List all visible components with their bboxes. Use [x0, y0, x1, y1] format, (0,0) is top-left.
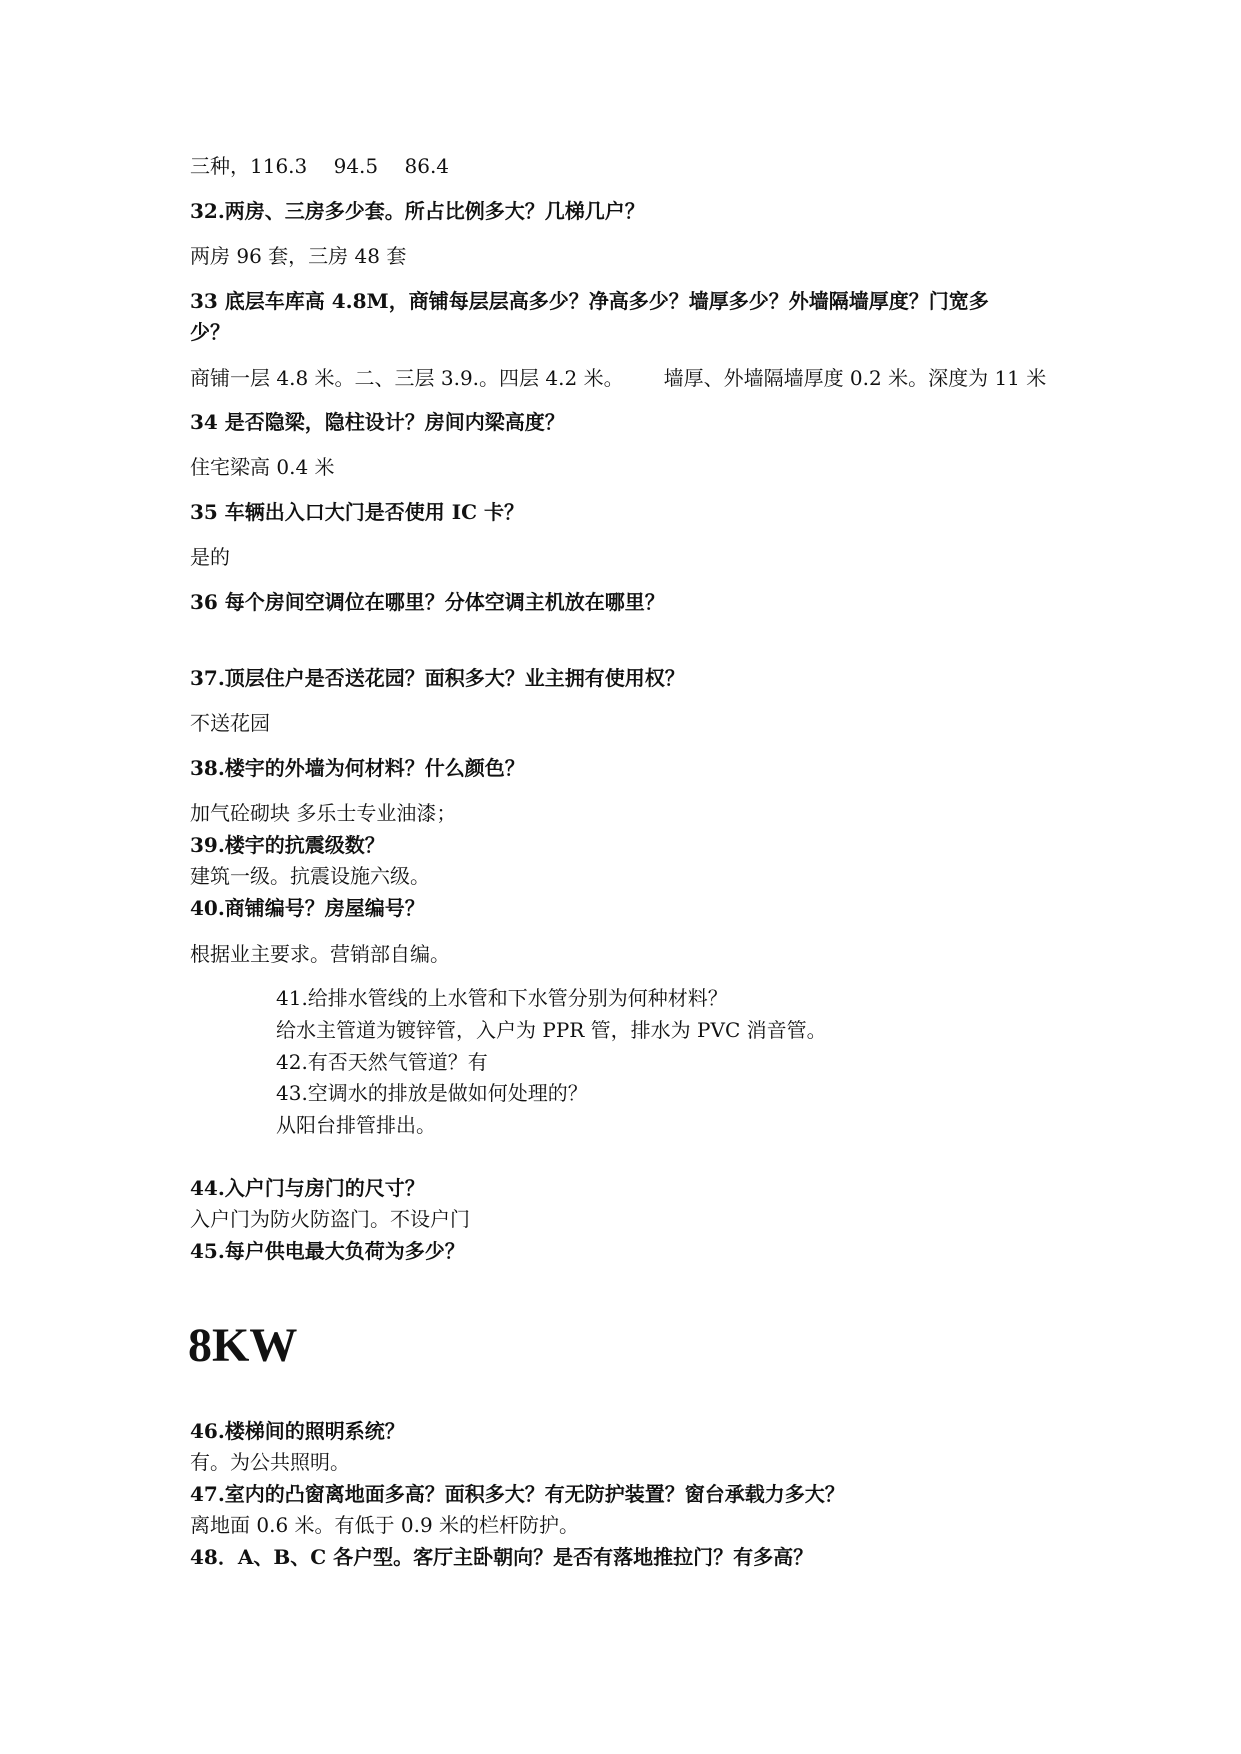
answer-32: 两房 96 套，三房 48 套	[190, 244, 407, 268]
answer-46: 有。为公共照明。	[190, 1450, 350, 1474]
answer-39: 建筑一级。抗震设施六级。	[190, 864, 430, 888]
answer-45-large: 8KW	[188, 1319, 298, 1372]
question-44: 44.入户门与房门的尺寸？	[190, 1176, 425, 1200]
question-47: 47.室内的凸窗离地面多高？面积多大？有无防护装置？窗台承载力多大？	[190, 1482, 845, 1506]
question-45: 45.每户供电最大负荷为多少？	[190, 1239, 465, 1263]
answer-47: 离地面 0.6 米。有低于 0.9 米的栏杆防护。	[190, 1513, 580, 1537]
question-48: 48．A、B、C 各户型。客厅主卧朝向？是否有落地推拉门？有多高？	[190, 1545, 814, 1569]
question-42: 42.有否天然气管道？有	[276, 1050, 488, 1074]
question-35: 35 车辆出入口大门是否使用 IC 卡？	[190, 500, 524, 524]
question-33-line1: 33 底层车库高 4.8M，商铺每层层高多少？净高多少？墙厚多少？外墙隔墙厚度？门宽多	[190, 289, 989, 313]
answer-43: 从阳台排管排出。	[276, 1113, 436, 1137]
question-32: 32.两房、三房多少套。所占比例多大？几梯几户？	[190, 199, 645, 223]
answer-38: 加气砼砌块 多乐士专业油漆；	[190, 801, 457, 825]
question-40: 40.商铺编号？房屋编号？	[190, 896, 425, 920]
answer-41: 给水主管道为镀锌管，入户为 PPR 管，排水为 PVC 消音管。	[276, 1018, 827, 1042]
answer-44: 入户门为防火防盗门。不设户门	[190, 1207, 470, 1231]
answer-34: 住宅梁高 0.4 米	[190, 455, 335, 479]
answer-31: 三种，116.3 94.5 86.4	[190, 154, 450, 178]
question-36: 36 每个房间空调位在哪里？分体空调主机放在哪里？	[190, 590, 665, 614]
question-46: 46.楼梯间的照明系统？	[190, 1419, 405, 1443]
answer-40: 根据业主要求。营销部自编。	[190, 942, 450, 966]
question-34: 34 是否隐梁，隐柱设计？房间内梁高度？	[190, 410, 565, 434]
question-38: 38.楼宇的外墙为何材料？什么颜色？	[190, 756, 525, 780]
question-37: 37.顶层住户是否送花园？面积多大？业主拥有使用权？	[190, 666, 685, 690]
answer-35: 是的	[190, 545, 230, 569]
question-39: 39.楼宇的抗震级数？	[190, 833, 385, 857]
question-43: 43.空调水的排放是做如何处理的？	[276, 1081, 588, 1105]
answer-37: 不送花园	[190, 711, 270, 735]
question-41: 41.给排水管线的上水管和下水管分别为何种材料？	[276, 986, 728, 1010]
answer-33: 商铺一层 4.8 米。二、三层 3.9.。四层 4.2 米。 墙厚、外墙隔墙厚度 0.2 米。深度为 11 米	[190, 366, 1047, 390]
question-33-line2: 少？	[190, 320, 230, 344]
